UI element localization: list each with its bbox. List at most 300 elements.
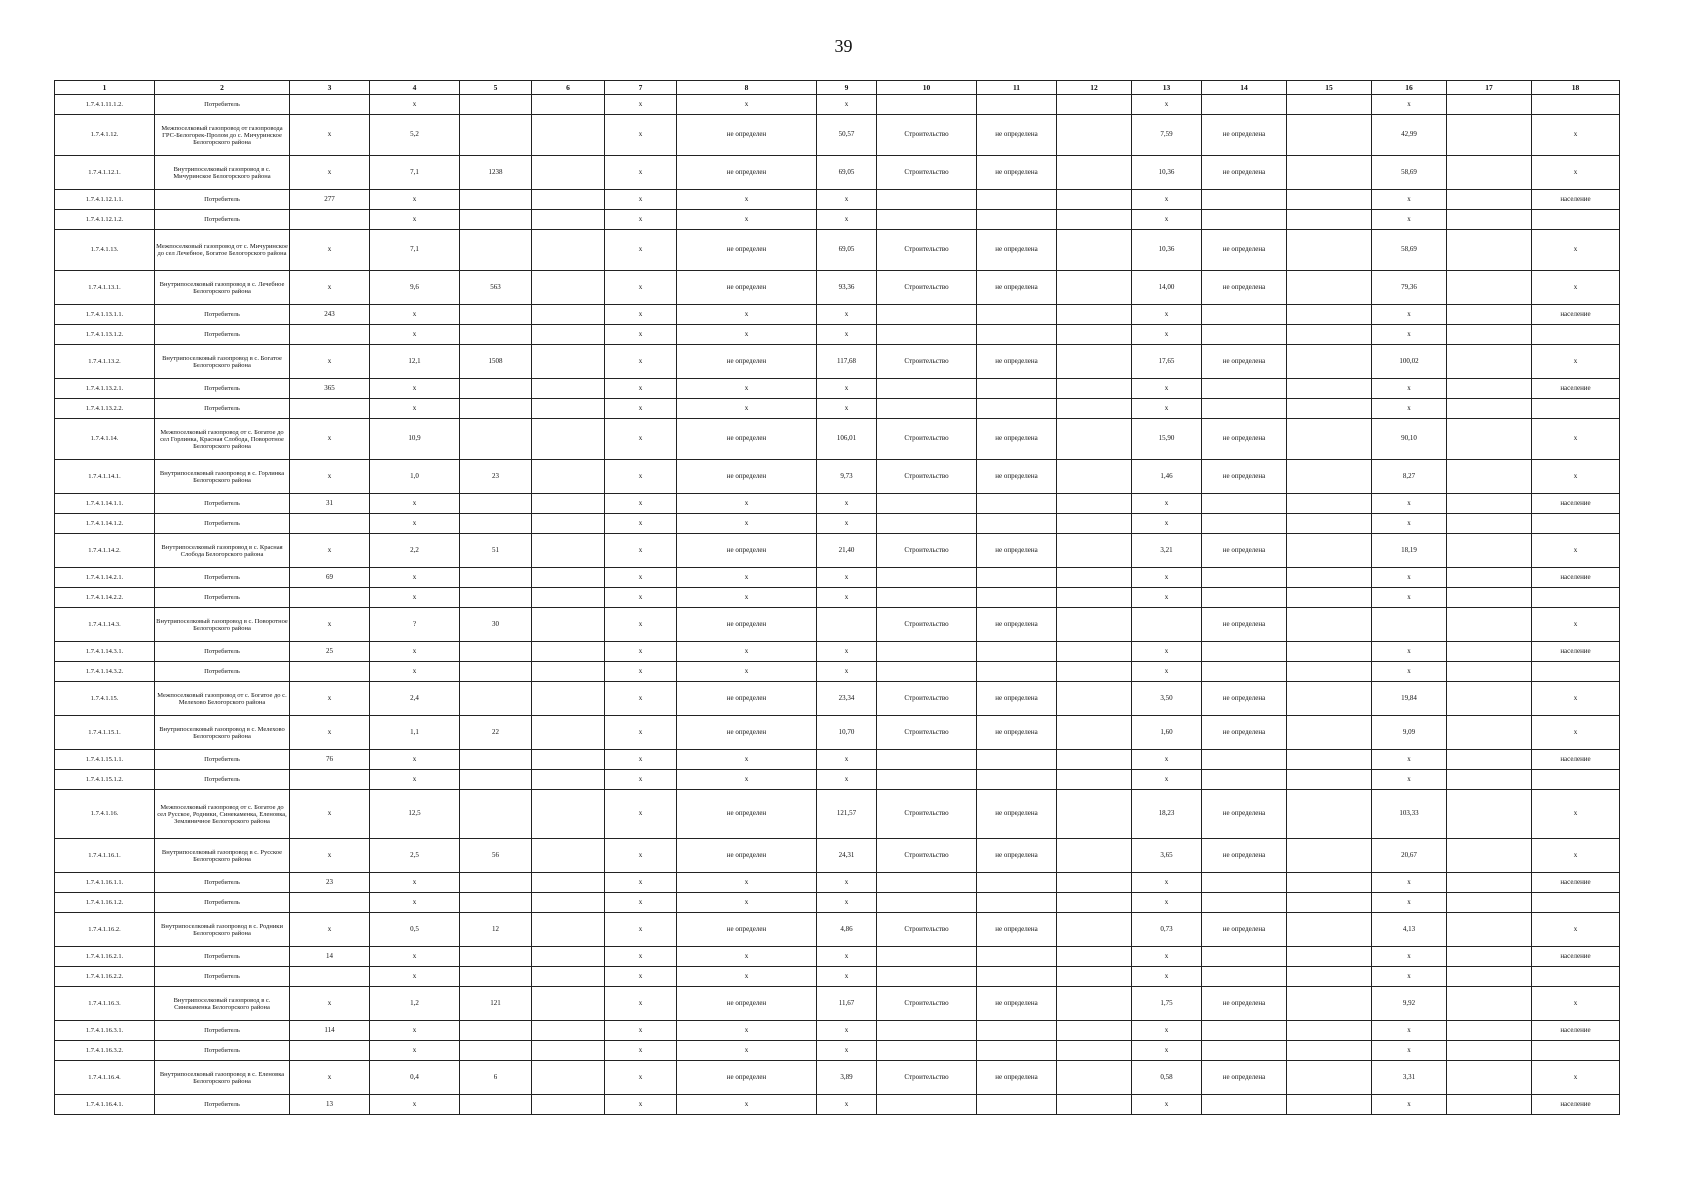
table-cell-col-17 (1447, 230, 1532, 271)
table-cell-col-13: x (1132, 305, 1202, 325)
table-cell-col-10: Строительство (877, 460, 977, 494)
table-cell-col-10: Строительство (877, 419, 977, 460)
table-cell-col-17 (1447, 588, 1532, 608)
table-cell-col-9: x (817, 1041, 877, 1061)
table-cell-col-16: x (1372, 514, 1447, 534)
table-cell-col-4: x (370, 1041, 460, 1061)
table-cell-col-3: x (290, 987, 370, 1021)
table-cell-col-15 (1287, 156, 1372, 190)
table-cell-col-16: 20,67 (1372, 839, 1447, 873)
table-cell-col-15 (1287, 682, 1372, 716)
header-cell-col-11: 11 (977, 81, 1057, 95)
table-cell-col-15 (1287, 115, 1372, 156)
table-cell-col-12 (1057, 95, 1132, 115)
table-cell-col-7: x (605, 682, 677, 716)
table-cell-col-3 (290, 325, 370, 345)
table-cell-col-4: x (370, 873, 460, 893)
table-cell-col-9: 3,89 (817, 1061, 877, 1095)
table-cell-col-9: x (817, 750, 877, 770)
table-cell-col-15 (1287, 345, 1372, 379)
table-cell-col-14: не определена (1202, 913, 1287, 947)
table-cell-col-11 (977, 947, 1057, 967)
table-cell-col-11: не определена (977, 716, 1057, 750)
table-cell-col-9: 9,73 (817, 460, 877, 494)
table-cell-col-1: 1.7.4.1.13. (55, 230, 155, 271)
table-cell-col-8: не определен (677, 460, 817, 494)
table-cell-col-1: 1.7.4.1.14.3. (55, 608, 155, 642)
table-cell-col-16: x (1372, 893, 1447, 913)
table-cell-col-12 (1057, 345, 1132, 379)
table-cell-col-5 (460, 873, 532, 893)
table-cell-col-1: 1.7.4.1.15.1.1. (55, 750, 155, 770)
table-cell-col-17 (1447, 913, 1532, 947)
table-cell-col-7: x (605, 568, 677, 588)
table-cell-col-8: x (677, 642, 817, 662)
table-cell-col-9: x (817, 514, 877, 534)
table-cell-col-7: x (605, 190, 677, 210)
table-cell-col-17 (1447, 345, 1532, 379)
table-row (55, 1061, 1620, 1095)
table-cell-col-3: 25 (290, 642, 370, 662)
header-cell-col-15: 15 (1287, 81, 1372, 95)
table-cell-col-11: не определена (977, 682, 1057, 716)
table-cell-col-12 (1057, 419, 1132, 460)
table-cell-col-4: 2,2 (370, 534, 460, 568)
table-cell-col-11: не определена (977, 839, 1057, 873)
table-cell-col-16: x (1372, 967, 1447, 987)
table-cell-col-9: x (817, 379, 877, 399)
table-cell-col-2: Потребитель (155, 399, 290, 419)
table-cell-col-2: Потребитель (155, 1095, 290, 1115)
table-cell-col-7: x (605, 987, 677, 1021)
table-cell-col-16: x (1372, 379, 1447, 399)
table-cell-col-10 (877, 662, 977, 682)
table-cell-col-13: 18,23 (1132, 790, 1202, 839)
table-cell-col-6 (532, 913, 605, 947)
table-cell-col-1: 1.7.4.1.15.1.2. (55, 770, 155, 790)
table-cell-col-10: Строительство (877, 790, 977, 839)
table-cell-col-7: x (605, 642, 677, 662)
table-cell-col-9: x (817, 399, 877, 419)
header-cell-col-1: 1 (55, 81, 155, 95)
table-cell-col-6 (532, 839, 605, 873)
table-row (55, 682, 1620, 716)
table-cell-col-6 (532, 947, 605, 967)
table-cell-col-14 (1202, 210, 1287, 230)
table-cell-col-5: 56 (460, 839, 532, 873)
table-cell-col-8: не определен (677, 716, 817, 750)
table-cell-col-6 (532, 750, 605, 770)
table-cell-col-14 (1202, 642, 1287, 662)
table-cell-col-14 (1202, 588, 1287, 608)
table-cell-col-2: Потребитель (155, 325, 290, 345)
table-cell-col-5 (460, 399, 532, 419)
table-cell-col-7: x (605, 534, 677, 568)
table-cell-col-12 (1057, 1021, 1132, 1041)
table-cell-col-6 (532, 770, 605, 790)
table-cell-col-2: Потребитель (155, 210, 290, 230)
table-cell-col-5: 22 (460, 716, 532, 750)
table-cell-col-15 (1287, 95, 1372, 115)
table-cell-col-3 (290, 588, 370, 608)
table-cell-col-15 (1287, 379, 1372, 399)
table-cell-col-11 (977, 210, 1057, 230)
table-cell-col-16: x (1372, 494, 1447, 514)
table-cell-col-13: x (1132, 1095, 1202, 1115)
table-cell-col-3: x (290, 345, 370, 379)
table-cell-col-2: Внутрипоселковый газопровод в с. Русское Белогорского района (155, 839, 290, 873)
table-cell-col-3: 114 (290, 1021, 370, 1041)
table-cell-col-6 (532, 568, 605, 588)
table-cell-col-12 (1057, 839, 1132, 873)
table-cell-col-6 (532, 1061, 605, 1095)
table-cell-col-12 (1057, 379, 1132, 399)
table-cell-col-2: Потребитель (155, 770, 290, 790)
table-row (55, 750, 1620, 770)
table-cell-col-8: x (677, 588, 817, 608)
table-cell-col-11 (977, 95, 1057, 115)
table-cell-col-12 (1057, 305, 1132, 325)
table-cell-col-8: не определен (677, 987, 817, 1021)
table-cell-col-16: x (1372, 210, 1447, 230)
table-cell-col-12 (1057, 494, 1132, 514)
table-row (55, 642, 1620, 662)
table-cell-col-1: 1.7.4.1.16.3.2. (55, 1041, 155, 1061)
table-cell-col-14 (1202, 305, 1287, 325)
table-cell-col-2: Потребитель (155, 494, 290, 514)
table-cell-col-5: 30 (460, 608, 532, 642)
table-cell-col-7: x (605, 115, 677, 156)
table-cell-col-18: население (1532, 190, 1620, 210)
table-cell-col-14 (1202, 1041, 1287, 1061)
table-row (55, 987, 1620, 1021)
table-cell-col-4: x (370, 588, 460, 608)
table-cell-col-17 (1447, 873, 1532, 893)
table-cell-col-1: 1.7.4.1.15.1. (55, 716, 155, 750)
table-cell-col-16: x (1372, 95, 1447, 115)
table-cell-col-14: не определена (1202, 230, 1287, 271)
table-cell-col-11: не определена (977, 271, 1057, 305)
table-cell-col-6 (532, 305, 605, 325)
table-cell-col-10: Строительство (877, 682, 977, 716)
table-cell-col-14 (1202, 379, 1287, 399)
table-cell-col-9: 121,57 (817, 790, 877, 839)
table-cell-col-15 (1287, 271, 1372, 305)
table-cell-col-7: x (605, 210, 677, 230)
table-row (55, 893, 1620, 913)
table-cell-col-9: 93,36 (817, 271, 877, 305)
table-cell-col-15 (1287, 514, 1372, 534)
table-cell-col-13: 3,50 (1132, 682, 1202, 716)
table-cell-col-12 (1057, 790, 1132, 839)
table-cell-col-10 (877, 750, 977, 770)
table-row (55, 1041, 1620, 1061)
table-cell-col-18: x (1532, 790, 1620, 839)
table-row (55, 1095, 1620, 1115)
table-cell-col-9: 10,70 (817, 716, 877, 750)
table-cell-col-4: 12,1 (370, 345, 460, 379)
table-cell-col-10: Строительство (877, 230, 977, 271)
table-cell-col-15 (1287, 325, 1372, 345)
table-cell-col-6 (532, 419, 605, 460)
table-row (55, 790, 1620, 839)
table-cell-col-16: 100,02 (1372, 345, 1447, 379)
table-cell-col-6 (532, 790, 605, 839)
table-row (55, 230, 1620, 271)
table-cell-col-2: Внутрипоселковый газопровод в с. Еленовка Белогорского района (155, 1061, 290, 1095)
table-cell-col-17 (1447, 399, 1532, 419)
table-cell-col-1: 1.7.4.1.13.2.2. (55, 399, 155, 419)
table-cell-col-5 (460, 230, 532, 271)
table-cell-col-1: 1.7.4.1.14.3.2. (55, 662, 155, 682)
table-cell-col-8: x (677, 399, 817, 419)
table-cell-col-2: Потребитель (155, 379, 290, 399)
table-cell-col-9: x (817, 1021, 877, 1041)
table-cell-col-17 (1447, 325, 1532, 345)
table-cell-col-8: не определен (677, 271, 817, 305)
table-cell-col-5 (460, 190, 532, 210)
table-cell-col-14 (1202, 494, 1287, 514)
table-cell-col-15 (1287, 716, 1372, 750)
table-cell-col-11: не определена (977, 1061, 1057, 1095)
table-cell-col-10: Строительство (877, 345, 977, 379)
table-cell-col-14 (1202, 514, 1287, 534)
table-cell-col-3: x (290, 913, 370, 947)
table-cell-col-2: Внутрипоселковый газопровод в с. Богатое Белогорского района (155, 345, 290, 379)
table-cell-col-8: x (677, 190, 817, 210)
table-cell-col-7: x (605, 95, 677, 115)
header-cell-col-13: 13 (1132, 81, 1202, 95)
table-cell-col-11 (977, 873, 1057, 893)
table-cell-col-16: x (1372, 1095, 1447, 1115)
table-body (55, 95, 1620, 1115)
table-cell-col-8: не определен (677, 790, 817, 839)
table-cell-col-4: 12,5 (370, 790, 460, 839)
table-cell-col-8: x (677, 967, 817, 987)
table-row (55, 210, 1620, 230)
table-cell-col-3: x (290, 460, 370, 494)
table-cell-col-6 (532, 682, 605, 716)
table-cell-col-18 (1532, 95, 1620, 115)
table-cell-col-4: x (370, 893, 460, 913)
table-cell-col-2: Потребитель (155, 588, 290, 608)
table-row (55, 716, 1620, 750)
table-cell-col-11: не определена (977, 790, 1057, 839)
table-cell-col-13: x (1132, 662, 1202, 682)
table-cell-col-1: 1.7.4.1.14.2. (55, 534, 155, 568)
table-cell-col-5: 563 (460, 271, 532, 305)
table-cell-col-8: x (677, 947, 817, 967)
table-cell-col-4: 1,2 (370, 987, 460, 1021)
table-cell-col-13: x (1132, 494, 1202, 514)
table-cell-col-18 (1532, 210, 1620, 230)
table-cell-col-13: x (1132, 893, 1202, 913)
table-cell-col-18: население (1532, 494, 1620, 514)
table-cell-col-15 (1287, 210, 1372, 230)
table-cell-col-5: 51 (460, 534, 532, 568)
table-cell-col-11: не определена (977, 419, 1057, 460)
table-cell-col-16: 90,10 (1372, 419, 1447, 460)
table-cell-col-12 (1057, 1041, 1132, 1061)
table-cell-col-17 (1447, 419, 1532, 460)
table-cell-col-6 (532, 379, 605, 399)
table-cell-col-3 (290, 1041, 370, 1061)
table-cell-col-11 (977, 1095, 1057, 1115)
table-cell-col-10 (877, 494, 977, 514)
table-cell-col-14: не определена (1202, 716, 1287, 750)
table-cell-col-10 (877, 325, 977, 345)
table-cell-col-6 (532, 1021, 605, 1041)
table-cell-col-2: Межпоселковый газопровод от с. Богатое до сел Горлинка, Красная Слобода, Поворотное Белогорского района (155, 419, 290, 460)
table-cell-col-16: 9,09 (1372, 716, 1447, 750)
table-cell-col-18: x (1532, 682, 1620, 716)
table-cell-col-2: Потребитель (155, 750, 290, 770)
table-cell-col-15 (1287, 642, 1372, 662)
table-cell-col-12 (1057, 325, 1132, 345)
table-cell-col-8: x (677, 750, 817, 770)
table-cell-col-13: 10,36 (1132, 230, 1202, 271)
table-cell-col-8: x (677, 95, 817, 115)
table-row (55, 873, 1620, 893)
table-cell-col-4: x (370, 642, 460, 662)
table-cell-col-13: x (1132, 642, 1202, 662)
table-cell-col-2: Потребитель (155, 662, 290, 682)
table-cell-col-13: 7,59 (1132, 115, 1202, 156)
table-cell-col-18: x (1532, 839, 1620, 873)
table-cell-col-9: 50,57 (817, 115, 877, 156)
table-cell-col-16: x (1372, 588, 1447, 608)
table-cell-col-15 (1287, 839, 1372, 873)
data-table-wrapper (54, 80, 1619, 1115)
table-cell-col-18 (1532, 325, 1620, 345)
table-cell-col-13: 1,46 (1132, 460, 1202, 494)
header-cell-col-9: 9 (817, 81, 877, 95)
table-cell-col-17 (1447, 568, 1532, 588)
table-cell-col-1: 1.7.4.1.12. (55, 115, 155, 156)
table-cell-col-14: не определена (1202, 534, 1287, 568)
table-cell-col-13: x (1132, 190, 1202, 210)
table-row (55, 514, 1620, 534)
table-cell-col-4: x (370, 95, 460, 115)
table-cell-col-12 (1057, 947, 1132, 967)
table-cell-col-12 (1057, 642, 1132, 662)
table-cell-col-4: x (370, 399, 460, 419)
table-cell-col-14: не определена (1202, 682, 1287, 716)
table-cell-col-1: 1.7.4.1.14.3.1. (55, 642, 155, 662)
table-cell-col-11: не определена (977, 534, 1057, 568)
table-cell-col-10 (877, 568, 977, 588)
table-cell-col-3: 31 (290, 494, 370, 514)
table-cell-col-7: x (605, 913, 677, 947)
header-cell-col-12: 12 (1057, 81, 1132, 95)
table-row (55, 534, 1620, 568)
table-cell-col-4: x (370, 568, 460, 588)
table-cell-col-9: x (817, 893, 877, 913)
table-cell-col-4: 1,0 (370, 460, 460, 494)
table-cell-col-17 (1447, 271, 1532, 305)
table-cell-col-9: 23,34 (817, 682, 877, 716)
table-cell-col-5 (460, 947, 532, 967)
table-cell-col-2: Межпоселковый газопровод от газопровода ГРС-Белогорек-Пролом до с. Мичуринское Белогорского района (155, 115, 290, 156)
table-cell-col-11 (977, 399, 1057, 419)
table-cell-col-8: x (677, 1095, 817, 1115)
table-cell-col-13: x (1132, 399, 1202, 419)
table-cell-col-2: Потребитель (155, 1041, 290, 1061)
table-cell-col-17 (1447, 494, 1532, 514)
table-cell-col-15 (1287, 568, 1372, 588)
table-cell-col-15 (1287, 1095, 1372, 1115)
table-cell-col-8: x (677, 568, 817, 588)
table-cell-col-18: x (1532, 460, 1620, 494)
table-cell-col-13 (1132, 608, 1202, 642)
header-cell-col-4: 4 (370, 81, 460, 95)
table-cell-col-12 (1057, 460, 1132, 494)
table-cell-col-16: x (1372, 873, 1447, 893)
table-cell-col-2: Потребитель (155, 1021, 290, 1041)
table-cell-col-1: 1.7.4.1.16.2.1. (55, 947, 155, 967)
table-cell-col-2: Потребитель (155, 95, 290, 115)
table-cell-col-13: x (1132, 967, 1202, 987)
table-cell-col-9: x (817, 588, 877, 608)
table-cell-col-16: 103,33 (1372, 790, 1447, 839)
table-cell-col-5 (460, 325, 532, 345)
table-cell-col-15 (1287, 947, 1372, 967)
table-cell-col-3 (290, 893, 370, 913)
table-cell-col-6 (532, 608, 605, 642)
table-cell-col-18: x (1532, 230, 1620, 271)
table-cell-col-7: x (605, 419, 677, 460)
table-cell-col-7: x (605, 305, 677, 325)
table-cell-col-4: 2,5 (370, 839, 460, 873)
table-cell-col-16: x (1372, 642, 1447, 662)
table-cell-col-17 (1447, 608, 1532, 642)
table-cell-col-6 (532, 642, 605, 662)
table-cell-col-1: 1.7.4.1.16.1. (55, 839, 155, 873)
table-cell-col-18: население (1532, 750, 1620, 770)
table-cell-col-2: Внутрипоселковый газопровод в с. Красная Слобода Белогорского района (155, 534, 290, 568)
table-cell-col-3: x (290, 271, 370, 305)
header-cell-col-3: 3 (290, 81, 370, 95)
table-row (55, 839, 1620, 873)
table-cell-col-9: 21,40 (817, 534, 877, 568)
table-cell-col-8: x (677, 379, 817, 399)
table-cell-col-4: x (370, 305, 460, 325)
table-cell-col-7: x (605, 1095, 677, 1115)
table-cell-col-3: 14 (290, 947, 370, 967)
table-cell-col-14 (1202, 568, 1287, 588)
table-cell-col-5: 1508 (460, 345, 532, 379)
table-cell-col-13: x (1132, 210, 1202, 230)
table-cell-col-6 (532, 1041, 605, 1061)
table-cell-col-16: x (1372, 190, 1447, 210)
table-cell-col-13: x (1132, 1021, 1202, 1041)
table-cell-col-10: Строительство (877, 839, 977, 873)
table-row (55, 913, 1620, 947)
table-cell-col-9: 117,68 (817, 345, 877, 379)
table-row (55, 662, 1620, 682)
table-cell-col-8: не определен (677, 839, 817, 873)
table-cell-col-13: x (1132, 568, 1202, 588)
table-cell-col-9: 106,01 (817, 419, 877, 460)
table-cell-col-14 (1202, 325, 1287, 345)
table-cell-col-18 (1532, 1041, 1620, 1061)
table-cell-col-6 (532, 588, 605, 608)
table-cell-col-5: 12 (460, 913, 532, 947)
table-cell-col-16: x (1372, 750, 1447, 770)
table-cell-col-3 (290, 662, 370, 682)
table-cell-col-12 (1057, 588, 1132, 608)
table-cell-col-13: 15,90 (1132, 419, 1202, 460)
